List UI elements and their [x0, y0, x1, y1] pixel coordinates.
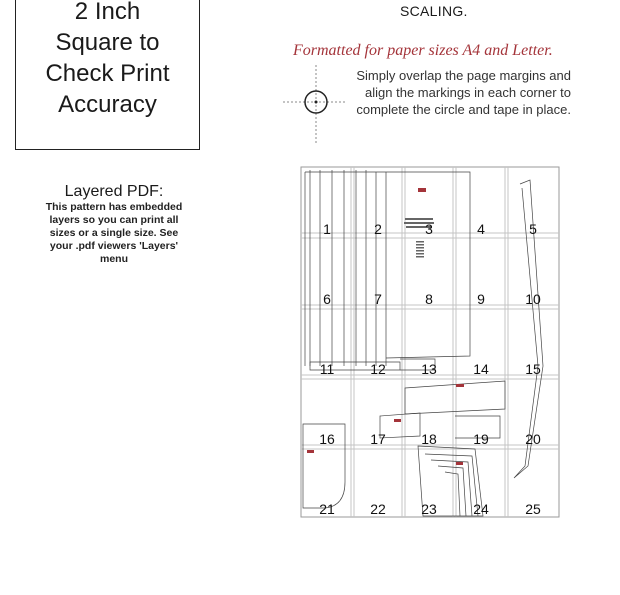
- tile-number: 17: [370, 431, 386, 447]
- instruction-line-1: Simply overlap the page margins and: [356, 68, 571, 83]
- tile-number: 5: [529, 221, 537, 237]
- tile-number: 3: [425, 221, 433, 237]
- tile-number: 10: [525, 291, 541, 307]
- registration-mark-icon: [283, 65, 349, 145]
- tiling-instructions: [355, 67, 571, 118]
- square-line-2: Square to: [55, 29, 160, 56]
- tile-number: 16: [319, 431, 335, 447]
- tile-number: 11: [319, 361, 335, 377]
- layered-line-5: menu: [99, 253, 128, 265]
- tile-number: 13: [421, 361, 437, 377]
- instruction-line-3: complete the circle and tape in place.: [356, 102, 571, 117]
- tile-number: 6: [323, 291, 331, 307]
- tile-layout-map: [300, 166, 562, 527]
- layered-line-4: your .pdf viewers 'Layers': [49, 240, 179, 252]
- tile-number: 24: [473, 501, 489, 517]
- tile-number: 12: [370, 361, 386, 377]
- print-accuracy-square: [15, 0, 200, 150]
- layered-pdf-note: [20, 182, 208, 266]
- tile-number: 15: [525, 361, 541, 377]
- tile-number: 14: [473, 361, 489, 377]
- square-line-3: Check Print: [45, 60, 170, 87]
- tile-number: 18: [421, 431, 437, 447]
- instruction-line-2: align the markings in each corner to: [365, 85, 571, 100]
- tile-number: 22: [370, 501, 386, 517]
- scaling-note: SCALING.: [400, 3, 468, 19]
- layered-line-1: This pattern has embedded: [45, 201, 183, 213]
- tile-number: 1: [323, 221, 331, 237]
- layered-title: Layered PDF:: [64, 183, 164, 200]
- tile-number: 4: [477, 221, 485, 237]
- tile-number: 7: [374, 291, 382, 307]
- layered-line-2: layers so you can print all: [49, 214, 179, 226]
- tile-number: 19: [473, 431, 489, 447]
- tile-number: 9: [477, 291, 485, 307]
- tile-number: 2: [374, 221, 382, 237]
- tile-number: 8: [425, 291, 433, 307]
- tile-number: 21: [319, 501, 335, 517]
- tile-number: 23: [421, 501, 437, 517]
- square-line-1: 2 Inch: [74, 0, 141, 25]
- layered-line-3: sizes or a single size. See: [49, 227, 179, 239]
- tile-layout-svg: [300, 166, 562, 522]
- tile-number: 25: [525, 501, 541, 517]
- square-line-4: Accuracy: [58, 91, 157, 118]
- tile-number: 20: [525, 431, 541, 447]
- paper-format-note: Formatted for paper sizes A4 and Letter.: [293, 42, 553, 59]
